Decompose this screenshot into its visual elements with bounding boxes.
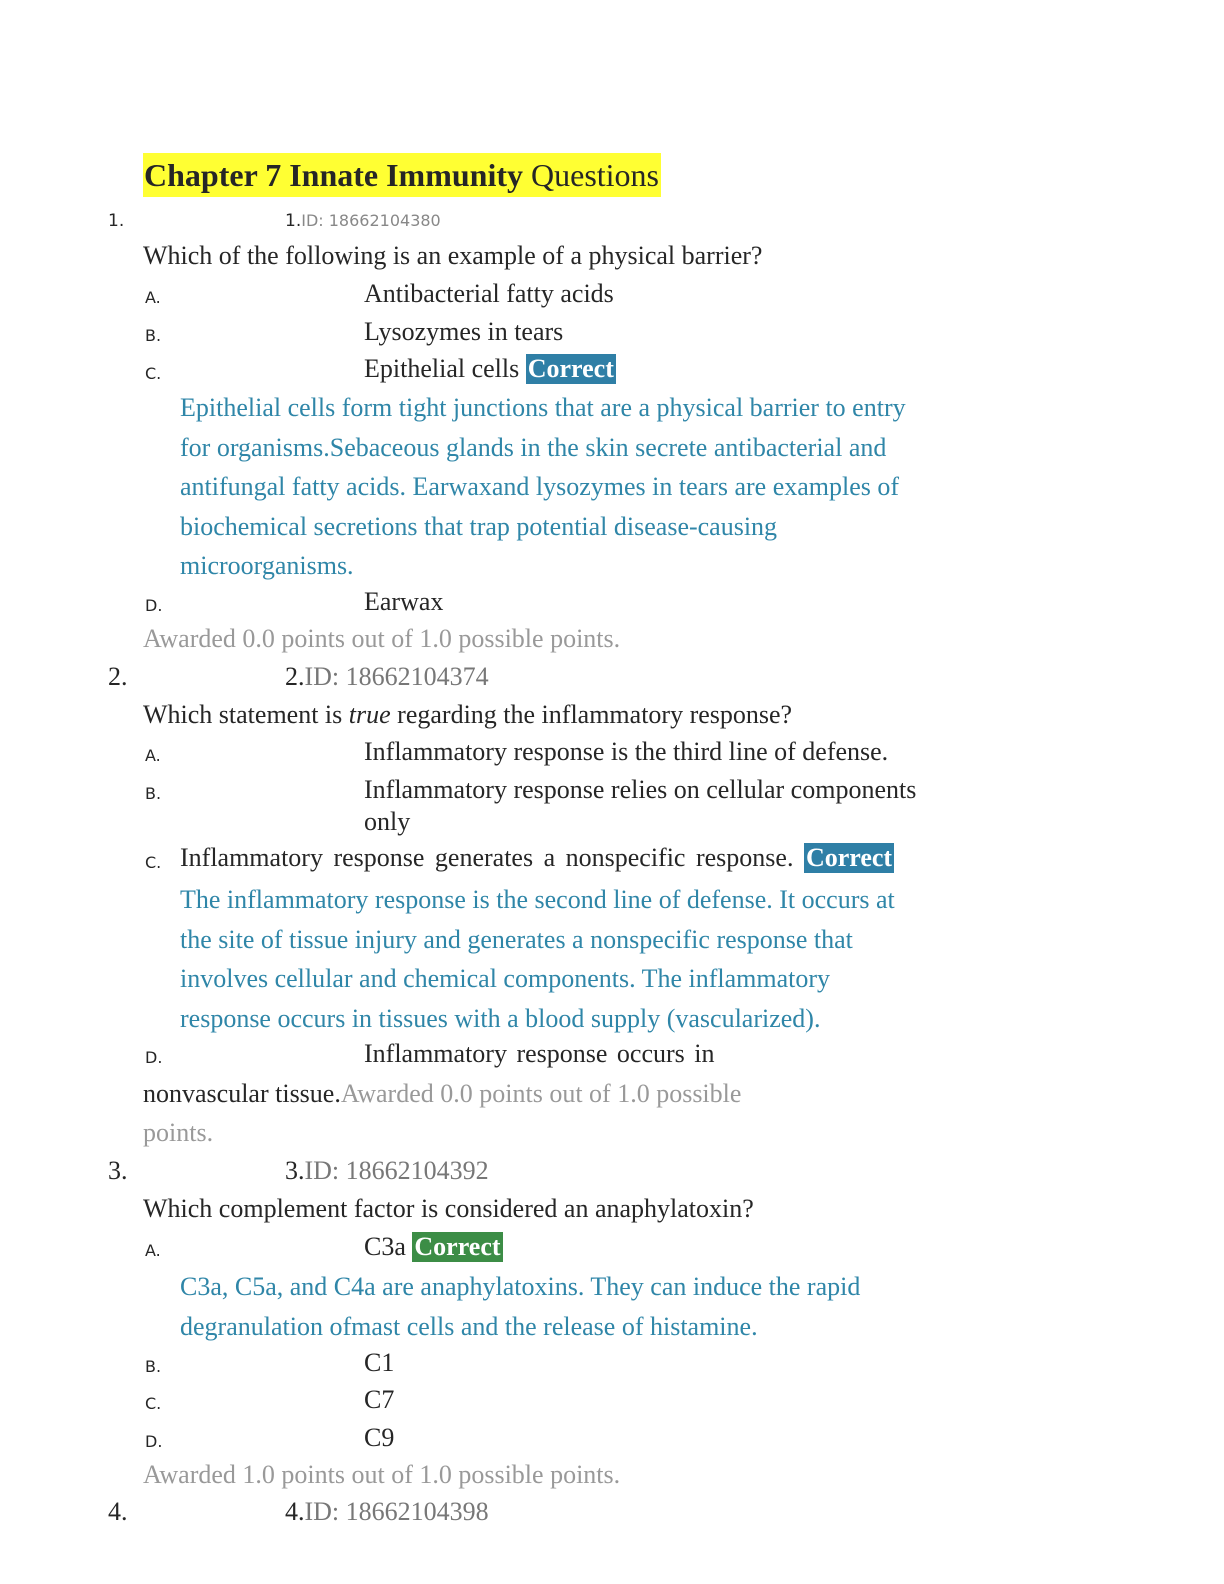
correct-badge: Correct [414,1232,501,1261]
q1-option-a-letter: A. [145,288,161,307]
question-1-id-prefix: 1. [285,211,302,231]
q2-option-d-letter: D. [145,1048,163,1067]
q1-rationale [180,388,1060,586]
q3-option-d-letter: D. [145,1432,163,1451]
q2-points: Awarded 0.0 points out of 1.0 possible [340,1079,742,1108]
q3-option-d-text: C9 [364,1423,395,1452]
q1-option-c-text: Epithelial cells [364,354,520,383]
question-2-stem-post: regarding the inflammatory response? [390,700,793,729]
correct-badge: Correct [527,354,614,383]
q3-option-a [364,1232,503,1262]
q1-option-b-letter: B. [145,326,162,345]
q2-option-c-letter: C. [145,853,162,872]
q2-option-a-letter: A. [145,746,161,765]
page-title [143,153,661,197]
question-2-id [285,662,489,692]
question-2-number: 2. [108,662,128,691]
q3-option-a-letter: A. [145,1241,161,1260]
q1-rationale-line: antifungal fatty acids. Earwaxand lysozymes in tears are examples of [180,472,900,501]
q2-rationale-line: response occurs in tissues with a blood supply (vascularized). [180,1003,821,1033]
q2-option-b-text: Inflammatory response relies on cellular components [364,775,917,804]
question-4-id-text: ID: 18662104398 [304,1497,489,1526]
q1-rationale-line: for organisms.Sebaceous glands in the skin secrete antibacterial and [180,432,887,462]
q1-option-c-letter: C. [145,364,162,383]
q3-option-b-letter: B. [145,1357,162,1376]
question-2-id-prefix: 2. [285,662,305,691]
question-2-stem [143,700,792,730]
q3-rationale-line: C3a, C5a, and C4a are anaphylatoxins. They can induce the rapid [180,1272,861,1301]
question-4-number: 4. [108,1497,128,1526]
q3-rationale [180,1267,1060,1346]
q2-points-cont: points. [143,1118,214,1147]
q2-option-d-line2 [143,1079,741,1109]
question-4-id-prefix: 4. [285,1497,305,1526]
question-3-id [285,1156,489,1186]
q1-rationale-line: biochemical secretions that trap potential disease-causing [180,511,778,541]
q2-option-d-text: Inflammatory response occurs in [364,1039,715,1068]
q2-option-c-text: Inflammatory response generates a nonspecific response. [180,843,794,872]
question-4-id [285,1497,489,1527]
question-1-number: 1. [108,211,125,231]
q1-points: Awarded 0.0 points out of 1.0 possible points. [143,624,621,653]
q1-option-d-text: Earwax [364,587,444,616]
q1-rationale-line: Epithelial cells form tight junctions that are a physical barrier to entry [180,393,906,422]
q2-option-b-letter: B. [145,784,162,803]
question-3-number: 3. [108,1156,128,1185]
q3-points: Awarded 1.0 points out of 1.0 possible points. [143,1460,621,1489]
q2-rationale-line: the site of tissue injury and generates a nonspecific response that [180,924,853,954]
q1-option-c [364,354,616,384]
q2-rationale-line: involves cellular and chemical components. The inflammatory [180,964,831,993]
q3-option-c-text: C7 [364,1385,395,1414]
q3-option-b-text: C1 [364,1348,395,1377]
q2-option-d-text-cont: nonvascular tissue. [143,1079,341,1108]
q2-rationale-line: The inflammatory response is the second line of defense. It occurs at [180,885,895,914]
q2-option-c [180,843,894,873]
question-3-id-prefix: 3. [285,1156,305,1185]
q1-rationale-line: microorganisms. [180,551,354,580]
q1-option-d-letter: D. [145,596,163,615]
question-2-stem-pre: Which statement is [143,700,349,729]
q1-option-a-text: Antibacterial fatty acids [364,279,614,308]
question-1-stem: Which of the following is an example of a physical barrier? [143,241,763,270]
q3-option-a-text: C3a [364,1232,406,1261]
q3-rationale-line: degranulation ofmast cells and the release of histamine. [180,1311,758,1341]
q2-rationale [180,880,1060,1038]
title-normal: Questions [531,157,659,193]
question-3-id-text: ID: 18662104392 [304,1156,489,1185]
q3-option-c-letter: C. [145,1394,162,1413]
question-1-id-text: ID: 18662104380 [301,211,441,230]
q2-option-a-text: Inflammatory response is the third line of defense. [364,737,889,766]
question-1-id [285,211,441,231]
q1-option-b-text: Lysozymes in tears [364,317,564,346]
question-2-stem-em: true [348,700,391,729]
q2-option-b-text-cont: only [364,807,411,836]
question-3-stem: Which complement factor is considered an anaphylatoxin? [143,1194,754,1223]
question-2-id-text: ID: 18662104374 [304,662,489,691]
title-bold: Chapter 7 Innate Immunity [144,157,523,193]
correct-badge: Correct [805,843,893,872]
